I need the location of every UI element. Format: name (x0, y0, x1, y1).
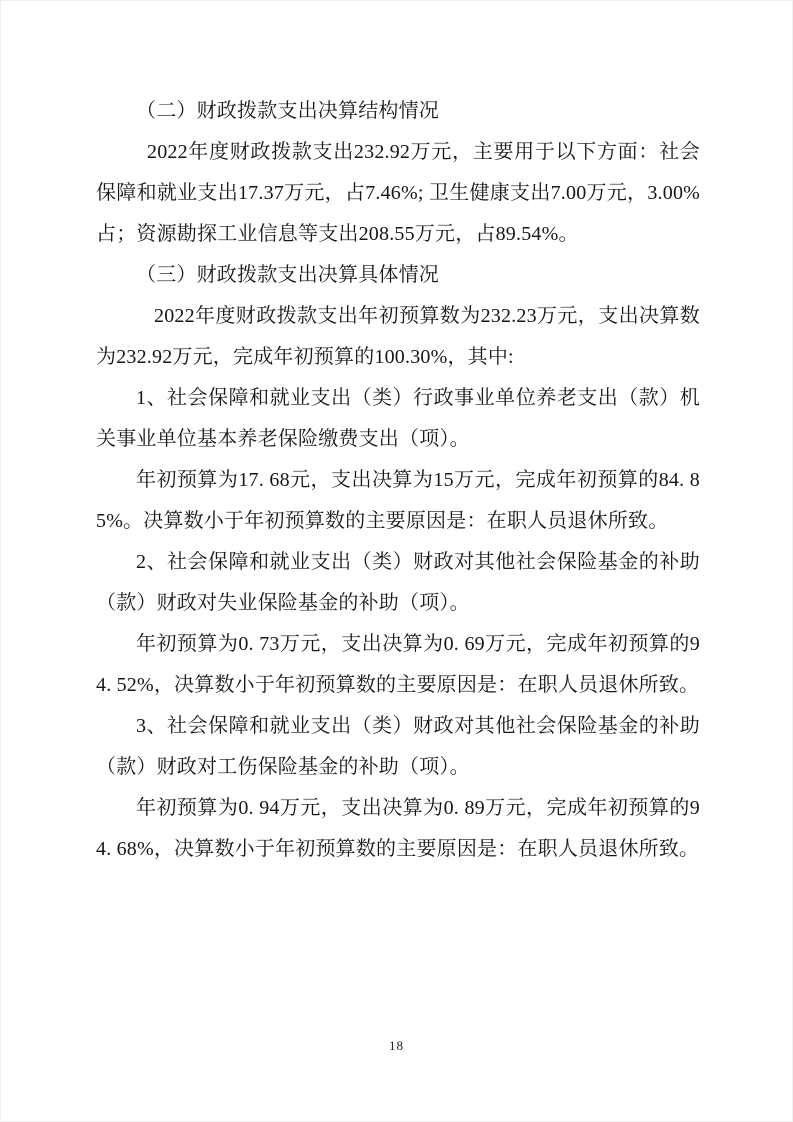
item-2-detail: 年初预算为0. 73万元，支出决算为0. 69万元，完成年初预算的94. 52%，决算数小于年初预算数的主要原因是：在职人员退休所致。 (96, 633, 700, 696)
page-number: 18 (389, 1038, 404, 1053)
document-content (96, 91, 700, 870)
item-1-title: 1、社会保障和就业支出（类）行政事业单位养老支出（款）机关事业单位基本养老保险缴费支出（项）。 (96, 387, 700, 450)
page-footer (1, 1037, 792, 1055)
item-3-title: 3、社会保障和就业支出（类）财政对其他社会保险基金的补助（款）财政对工伤保险基金的补助（项）。 (96, 715, 700, 778)
paragraph-budget-overview: 2022年度财政拨款支出年初预算数为232.23万元，支出决算数为232.92万元，完成年初预算的100.30%，其中: (96, 305, 700, 368)
section-heading-expenditure-structure: （二）财政拨款支出决算结构情况 (136, 100, 439, 122)
item-3-detail: 年初预算为0. 94万元，支出决算为0. 89万元，完成年初预算的94. 68%，决算数小于年初预算数的主要原因是：在职人员退休所致。 (96, 797, 700, 860)
section-heading-expenditure-specific: （三）财政拨款支出决算具体情况 (136, 264, 439, 286)
item-2-title: 2、社会保障和就业支出（类）财政对其他社会保险基金的补助（款）财政对失业保险基金的补助（项）。 (96, 551, 700, 614)
item-1-detail: 年初预算为17. 68元，支出决算为15万元，完成年初预算的84. 85%。决算数小于年初预算数的主要原因是：在职人员退休所致。 (96, 469, 700, 532)
paragraph-expenditure-structure-detail: 2022年度财政拨款支出232.92万元，主要用于以下方面：社会保障和就业支出17.37万元，占7.46%; 卫生健康支出7.00万元，3.00%占；资源勘探工业信息等支出208.55万元，占89.54%。 (96, 141, 700, 245)
